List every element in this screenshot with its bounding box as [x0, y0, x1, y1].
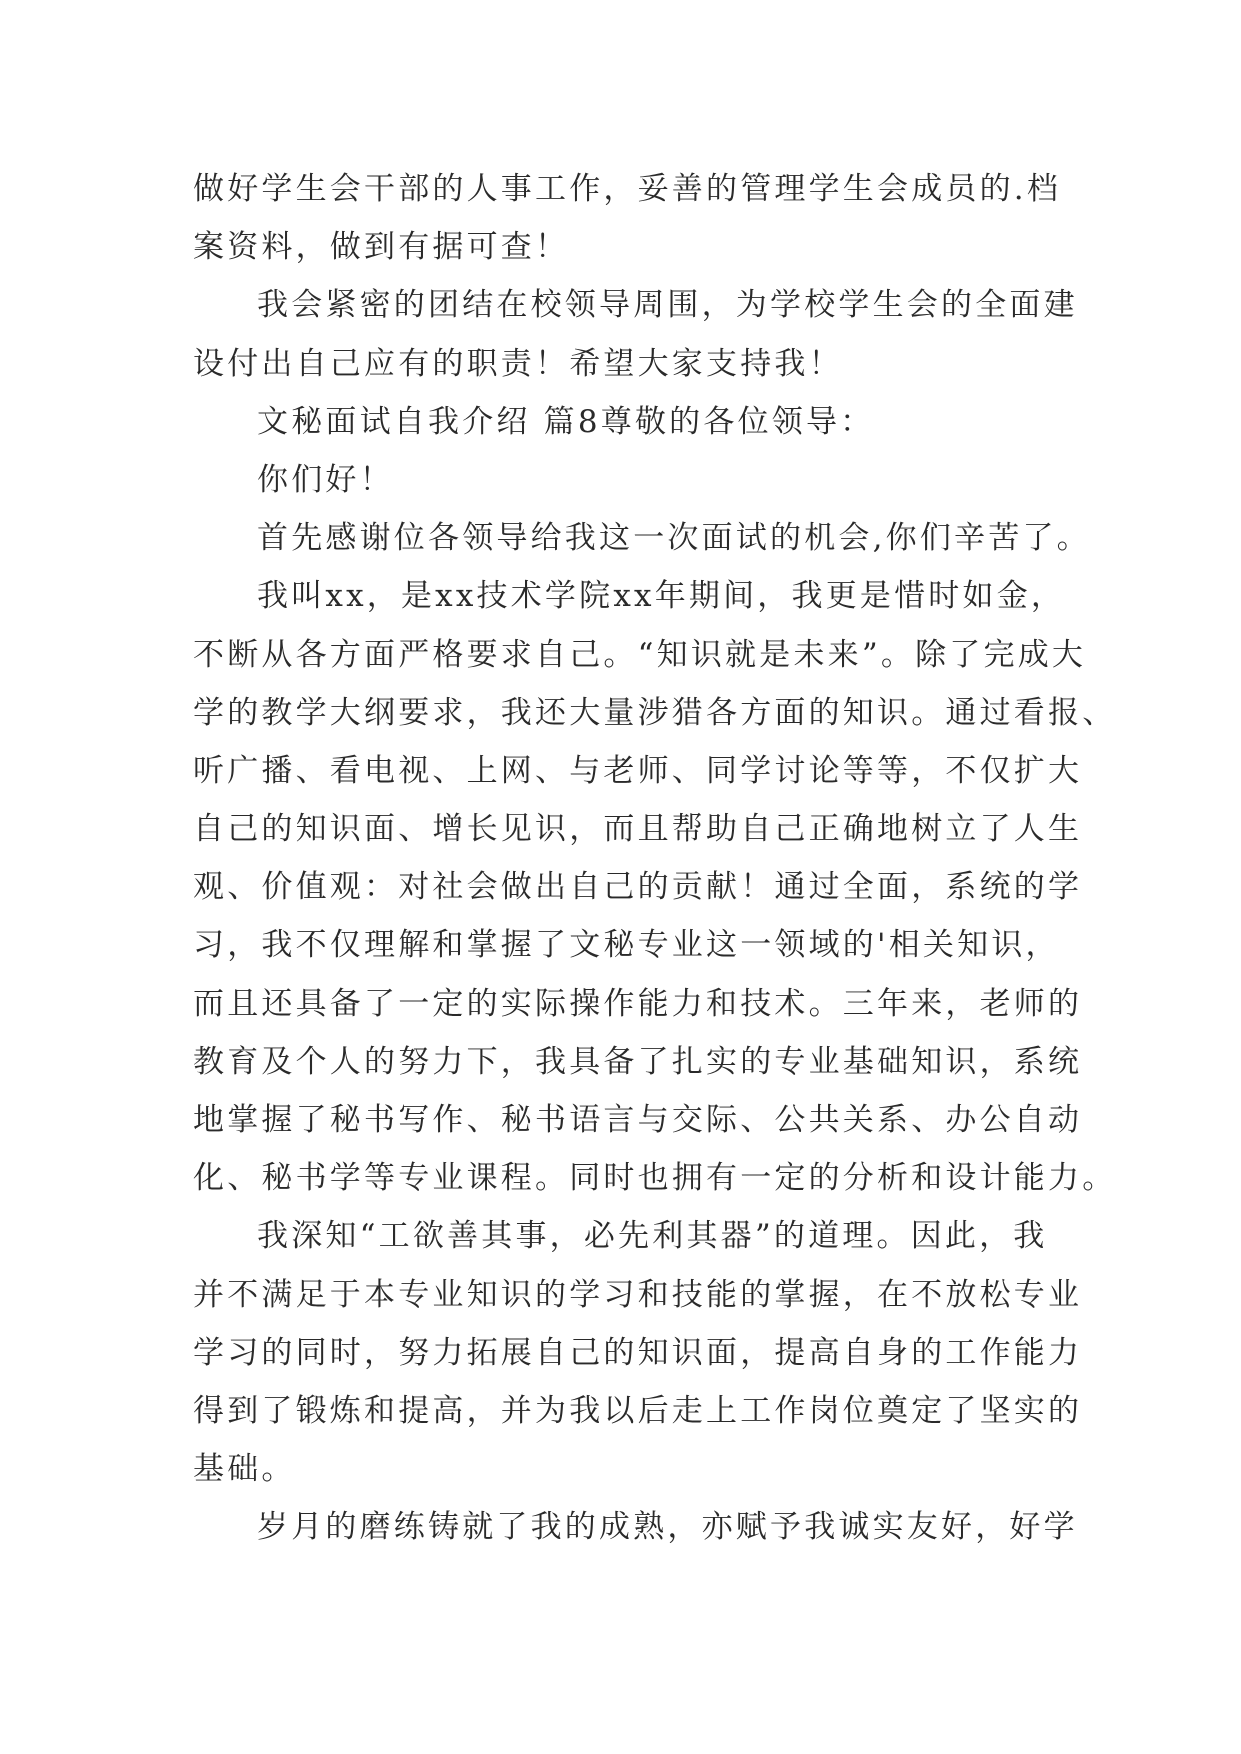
text-line: 并不满足于本专业知识的学习和技能的掌握，在不放松专业 [193, 1276, 1083, 1313]
text-line: 基础。 [193, 1451, 296, 1488]
text-line: 观、价值观：对社会做出自己的贡献！通过全面，系统的学 [193, 869, 1083, 906]
text-line: 岁月的磨练铸就了我的成熟，亦赋予我诚实友好，好学 [257, 1509, 1078, 1546]
text-line: 我会紧密的团结在校领导周围，为学校学生会的全面建 [257, 287, 1078, 324]
text-line: 我深知“工欲善其事，必先利其器”的道理。因此，我 [257, 1218, 1048, 1255]
text-line: 教育及个人的努力下，我具备了扎实的专业基础知识，系统 [193, 1043, 1083, 1080]
text-line: 学习的同时，努力拓展自己的知识面，提高自身的工作能力 [193, 1334, 1083, 1371]
text-line: 习，我不仅理解和掌握了文秘专业这一领域的'相关知识， [193, 927, 1060, 964]
text-line: 地掌握了秘书写作、秘书语言与交际、公共关系、办公自动 [193, 1102, 1083, 1138]
text-line: 听广播、看电视、上网、与老师、同学讨论等等，不仅扩大 [193, 752, 1083, 789]
text-line: 做好学生会干部的人事工作，妥善的管理学生会成员的.档 [193, 171, 1062, 207]
text-line: 我叫xx，是xx技术学院xx年期间，我更是惜时如金， [257, 578, 1066, 615]
greeting: 你们好！ [257, 461, 394, 498]
text-line: 不断从各方面严格要求自己。“知识就是未来”。除了完成大 [193, 636, 1087, 673]
text-line: 设付出自己应有的职责！希望大家支持我！ [193, 345, 843, 382]
text-line: 而且还具备了一定的实际操作能力和技术。三年来，老师的 [193, 985, 1083, 1022]
document-body [193, 160, 1117, 1557]
section-heading: 文秘面试自我介绍 篇8尊敬的各位领导： [257, 403, 875, 440]
text-line: 自己的知识面、增长见识，而且帮助自己正确地树立了人生 [193, 811, 1083, 848]
text-line: 化、秘书学等专业课程。同时也拥有一定的分析和设计能力。 [193, 1160, 1117, 1197]
text-line: 案资料，做到有据可查！ [193, 229, 570, 266]
text-line: 首先感谢位各领导给我这一次面试的机会,你们辛苦了。 [257, 520, 1091, 557]
text-line: 学的教学大纲要求，我还大量涉猎各方面的知识。通过看报、 [193, 694, 1117, 731]
text-line: 得到了锻炼和提高，并为我以后走上工作岗位奠定了坚实的 [193, 1392, 1083, 1429]
